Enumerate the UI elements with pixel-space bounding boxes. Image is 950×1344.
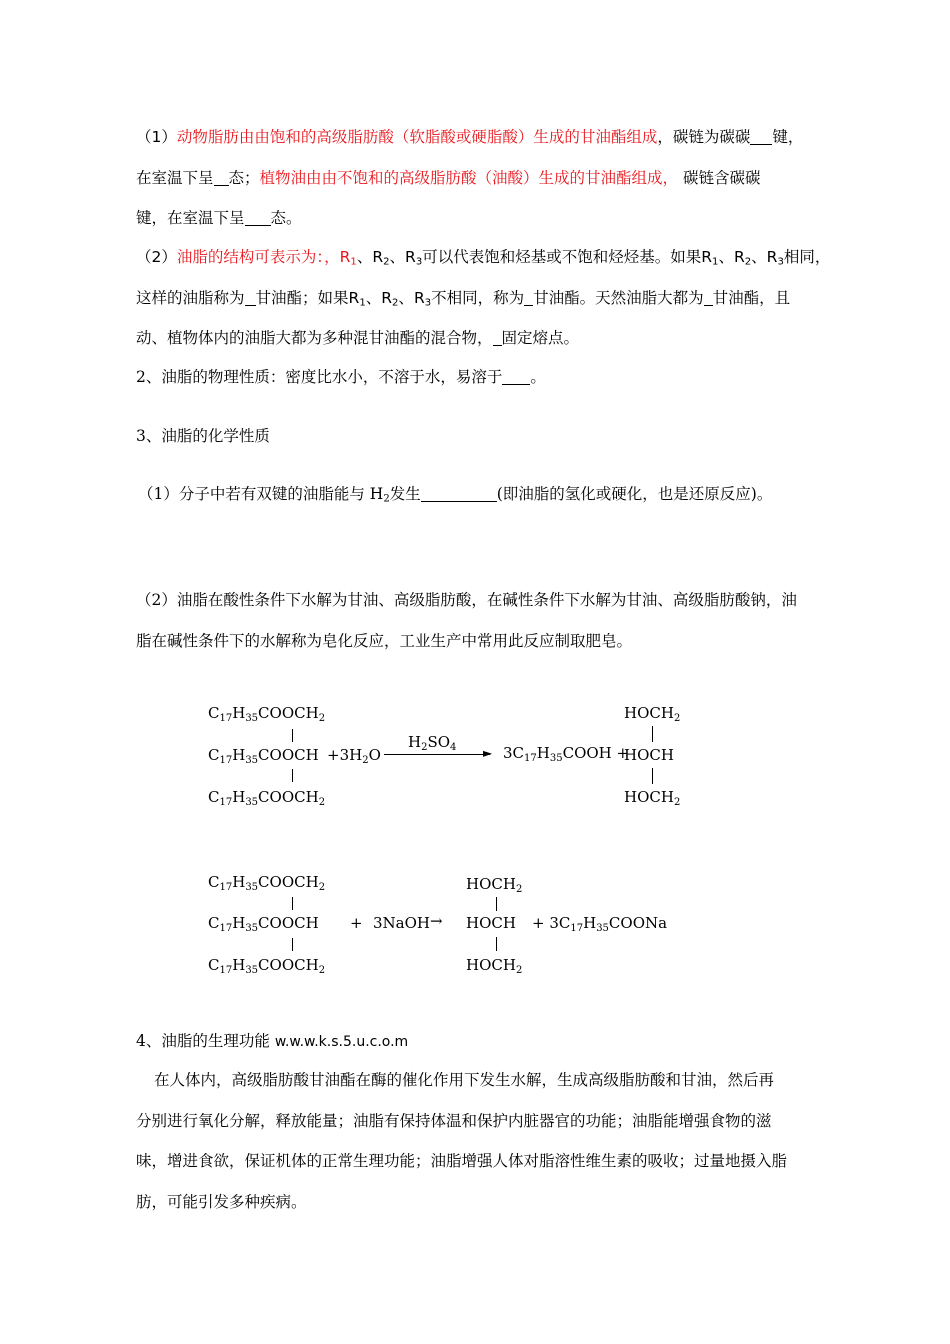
highlighted-text: 植物油由由不饱和的高级脂肪酸（油酸）生成的甘油酯组成，	[259, 168, 679, 187]
separator: 、	[356, 248, 373, 266]
separator: 、	[751, 248, 767, 266]
hydrolysis-paragraph	[136, 580, 818, 661]
r1-label: R	[348, 288, 360, 307]
r1-label: R	[701, 248, 713, 266]
ester-bottom: $C_{17}H_{35}COOCH_2$	[208, 788, 326, 808]
ester-top: $C_{17}H_{35}COOCH_2$	[208, 873, 326, 893]
paragraph-2-line-2	[136, 278, 818, 319]
section-title: 3、油脂的化学性质	[136, 427, 270, 445]
fill-blank	[524, 289, 533, 306]
paragraph-line: 分别进行氧化分解，释放能量；油脂有保持体温和保护内脏器官的功能；油脂能增强食物的滋	[136, 1111, 772, 1130]
separator: 、	[398, 288, 414, 307]
paragraph-line: 脂在碱性条件下的水解称为皂化反应，工业生产中常用此反应制取肥皂。	[136, 631, 633, 650]
paragraph-2	[136, 237, 831, 359]
subscript: 2	[383, 493, 390, 505]
chemical-properties-title	[136, 416, 818, 457]
paragraph-2-line-1	[136, 237, 831, 278]
paragraph-1-line-2	[136, 158, 818, 199]
text: 相同，	[783, 248, 831, 266]
plus-sign: +	[350, 914, 363, 932]
physical-properties	[136, 357, 818, 398]
fill-blank	[214, 169, 229, 186]
r-group-labels	[340, 248, 357, 266]
reaction-arrow	[384, 754, 490, 755]
text: 发生	[389, 485, 421, 503]
text: 甘油酯；如果	[255, 288, 349, 307]
sodium-stearate-product: + $3C_{17}H_{35}COONa$	[532, 914, 668, 934]
water-reagent: $+3H_2O$	[327, 746, 381, 766]
bond-line	[292, 769, 293, 782]
r2-label: R	[372, 248, 384, 266]
fill-blank	[502, 369, 530, 386]
physiological-function-title	[136, 1021, 818, 1063]
r3-subscript: 3	[424, 297, 432, 309]
text: 键，在室温下呈	[136, 209, 245, 227]
highlighted-text: 油脂的结构可表示为：，	[176, 248, 340, 266]
text: (即油脂的氢化或硬化，也是还原反应)。	[496, 485, 773, 503]
glycerol-top: $HOCH_2$	[624, 704, 681, 724]
fill-blank	[750, 129, 772, 146]
fill-blank	[421, 486, 497, 503]
paragraph-line: 味，增进食欲，保证机体的正常生理功能；油脂增强人体对脂溶性维生素的吸收；过量地摄入脂	[136, 1152, 788, 1170]
separator: 、	[389, 248, 406, 266]
fill-blank	[245, 289, 256, 306]
watermark-text: w.w.w.k.s.5.u.c.o.m	[274, 1034, 409, 1050]
text: 2、油脂的物理性质：密度比水小，不溶于水，易溶于	[136, 368, 503, 386]
reaction-arrow: →	[430, 912, 443, 930]
paragraph-2-line-3	[136, 318, 818, 359]
bond-line	[652, 726, 653, 742]
item-number: （1）	[136, 128, 177, 146]
arrow-head: ►	[483, 746, 493, 760]
r3-label: R	[413, 288, 425, 307]
text: 这样的油脂称为	[136, 288, 245, 307]
catalyst-label: $H_2SO_4$	[408, 733, 457, 753]
r3-label: R	[766, 248, 778, 266]
text: 键，	[772, 128, 804, 146]
paragraph-line: （2）油脂在酸性条件下水解为甘油、高级脂肪酸，在碱性条件下水解为甘油、高级脂肪酸钠，油	[136, 591, 797, 609]
paragraph-1	[136, 117, 818, 239]
glycerol-bottom: $HOCH_2$	[624, 788, 681, 808]
paragraph-line: 肪，可能引发多种疾病。	[136, 1192, 307, 1211]
fill-blank	[245, 210, 271, 227]
text: （1）分子中若有双键的油脂能与 H	[138, 485, 384, 503]
r1-subscript: 1	[359, 297, 366, 309]
bond-line	[292, 729, 293, 742]
bond-line	[496, 897, 497, 911]
fill-blank	[704, 289, 713, 306]
bond-line	[292, 938, 293, 951]
r1-subscript: 1	[712, 256, 719, 268]
r1-subscript: 1	[350, 256, 357, 268]
hydrogenation-paragraph	[138, 474, 820, 515]
glycerol-middle: HOCH	[624, 746, 674, 764]
text: 态；	[228, 168, 260, 187]
separator: 、	[718, 248, 734, 266]
text: 甘油酯，且	[712, 288, 791, 307]
text: 态。	[270, 209, 302, 227]
naoh-reagent: 3NaOH	[373, 914, 430, 932]
r2-subscript: 2	[744, 256, 752, 268]
ester-bottom: $C_{17}H_{35}COOCH_2$	[208, 956, 326, 976]
text: 在室温下呈	[136, 168, 214, 187]
ester-middle: $C_{17}H_{35}COOCH$	[208, 914, 319, 934]
paragraph-line: 在人体内，高级脂肪酸甘油酯在酶的催化作用下发生水解，生成高级脂肪酸和甘油，然后再	[154, 1071, 775, 1089]
fill-blank	[493, 330, 502, 347]
r1-label: R	[339, 248, 351, 266]
item-number: （2）	[136, 248, 177, 266]
glycerol-top: $HOCH_2$	[466, 875, 523, 895]
text: 固定熔点。	[501, 329, 580, 347]
glycerol-middle: HOCH	[466, 914, 516, 932]
separator: 、	[365, 288, 382, 307]
text: 动、植物体内的油脂大都为多种混甘油酯的混合物，	[136, 329, 493, 347]
glycerol-bottom: $HOCH_2$	[466, 956, 523, 976]
r2-subscript: 2	[392, 297, 399, 309]
highlighted-text: 动物脂肪由由饱和的高级脂肪酸（软脂酸或硬脂酸）生成的甘油酯组成	[176, 128, 658, 146]
r3-subscript: 3	[777, 256, 784, 268]
text: 。	[530, 368, 546, 386]
paragraph-1-line-1	[136, 117, 818, 158]
bond-line	[496, 937, 497, 951]
section-title: 4、油脂的生理功能	[136, 1032, 270, 1050]
r2-label: R	[733, 248, 745, 266]
ester-top: $C_{17}H_{35}COOCH_2$	[208, 704, 326, 724]
r3-subscript: 3	[415, 256, 423, 268]
ester-middle: $C_{17}H_{35}COOCH$	[208, 746, 319, 766]
text: ，碳链为碳碳	[657, 128, 751, 146]
paragraph-1-line-3	[136, 198, 818, 239]
bond-line	[652, 768, 653, 784]
stearic-acid-product: $3C_{17}H_{35}COOH$ +	[503, 744, 630, 764]
text: 甘油酯。天然油脂大都为	[533, 288, 704, 307]
text: 碳链含碳碳	[682, 168, 761, 187]
physiological-function-body	[136, 1060, 818, 1222]
r2-label: R	[381, 288, 393, 307]
r2-subscript: 2	[383, 256, 390, 268]
r3-label: R	[405, 248, 416, 266]
text: 不相同，称为	[431, 288, 525, 307]
bond-line	[292, 897, 293, 910]
text: 可以代表饱和烃基或不饱和烃烃基。如果	[422, 248, 702, 266]
